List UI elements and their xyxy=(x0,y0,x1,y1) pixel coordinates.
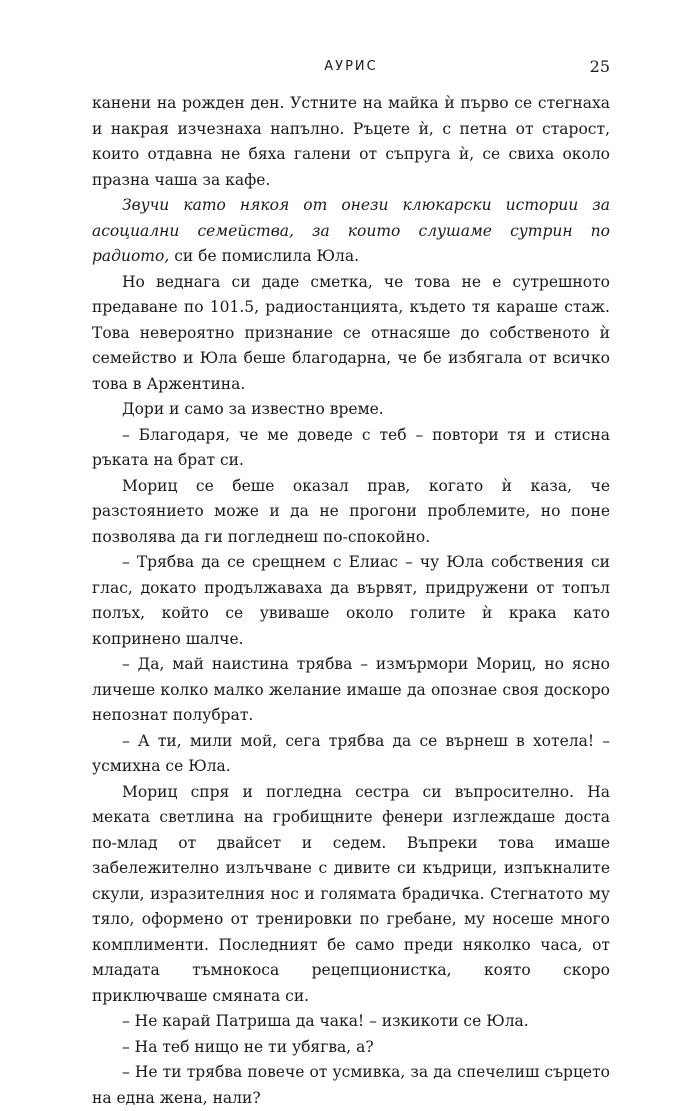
running-title: АУРИС xyxy=(324,59,378,74)
dialogue-line: – На теб нищо не ти убягва, а? xyxy=(122,1037,374,1056)
dialogue-line: – Да, май наистина трябва – измърмори Мориц, но ясно личеше колко малко желание имаше да опознае своя доскоро непознат полубрат. xyxy=(92,655,610,724)
paragraph: Но веднага си даде сметка, че това не е сутрешното предаване по 101.5, радиостанцията, където тя караше стаж. Това невероятно признание се отнасяше до собственото ѝ семейство и Юла беше благодарна, че бе избягала от всичко това в Аржентина. xyxy=(92,272,610,393)
dialogue-line: – Не ти трябва повече от усмивка, за да спечелиш сърцето на една жена, нали? xyxy=(92,1063,610,1107)
dialogue-line: – Благодаря, че ме доведе с теб – повтори тя и стисна ръката на брат си. xyxy=(92,425,610,469)
paragraph xyxy=(92,193,610,270)
dialogue-line: – Трябва да се срещнем с Елиас – чу Юла собствения си глас, докато продължаваха да вървят, придружени от топъл полъх, който се увиваше около голите ѝ крака като копринено шалче. xyxy=(92,553,610,648)
dialogue-line: – А ти, мили мой, сега трябва да се върнеш в хотела! – усмихна се Юла. xyxy=(92,731,610,775)
paragraph: канени на рожден ден. Устните на майка ѝ първо се стегнаха и накрая изчезнаха напълно. Ръцете ѝ, с петна от старост, които отдавна не бяха галени от съпруга ѝ, се свиха около празна чаша за кафе. xyxy=(92,94,610,189)
paragraph: Мориц се беше оказал прав, когато ѝ каза, че разстоянието може и да не прогони проблемите, но поне позволява да ги погледнеш по-спокойно. xyxy=(92,476,610,546)
page-number: 25 xyxy=(589,57,610,76)
paragraph: Дори и само за известно време. xyxy=(122,400,384,418)
paragraph-continuation: си бе помислила Юла. xyxy=(169,247,359,265)
italic-quote: Звучи като някоя от онези клюкарски истории за асоциални семейства, за които слушаме сутрин по радиото, xyxy=(92,196,610,265)
running-head xyxy=(92,52,610,82)
dialogue-line: – Не карай Патриша да чака! – изкикоти се Юла. xyxy=(122,1012,529,1030)
paragraph: Мориц спря и погледна сестра си въпросително. На меката светлина на гробищните фенери изглеждаше доста по-млад от двайсет и седем. Въпреки това имаше забележително излъчване с дивите си къдрици, изпъкналите скули, изразителния нос и голямата брадичка. Стегнатото му тяло, оформено от тренировки по гребане, му носеше много комплименти. Последният бе само преди няколко часа, от младата тъмнокоса рецепционистка, която скоро приключваше смяната си. xyxy=(92,782,610,1005)
body-text xyxy=(92,91,610,1111)
